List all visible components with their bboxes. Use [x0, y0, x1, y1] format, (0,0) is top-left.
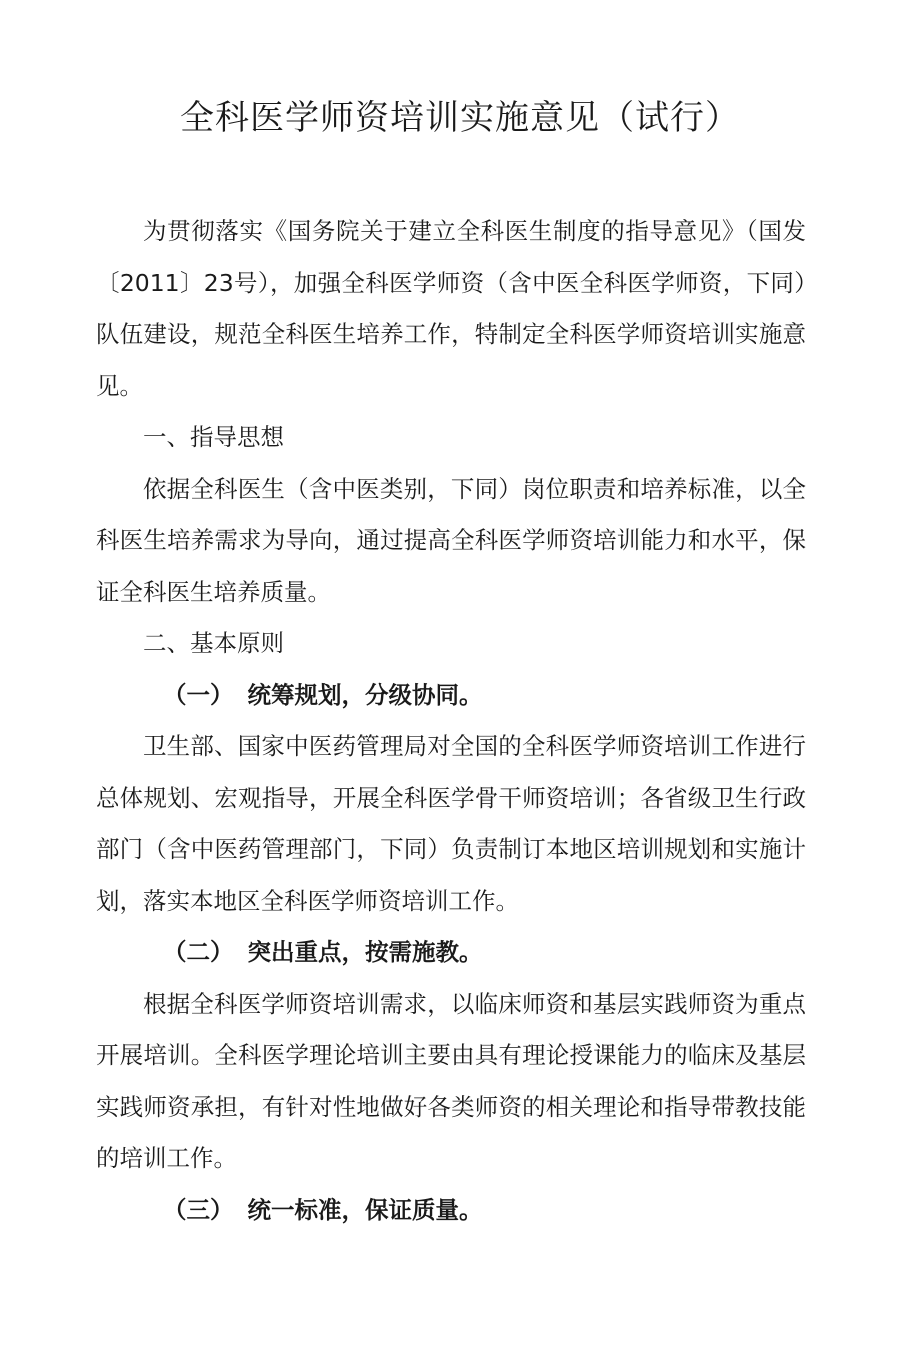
principle-paragraph-1: 卫生部、国家中医药管理局对全国的全科医学师资培训工作进行总体规划、宏观指导，开展全科医学骨干师资培训；各省级卫生行政部门（含中医药管理部门，下同）负责制订本地区培训规划和实施计划，落实本地区全科医学师资培训工作。 — [96, 732, 806, 915]
document-title: 全科医学师资培训实施意见（试行） — [180, 98, 740, 138]
document-body — [96, 206, 806, 1236]
principle-title-3: 统一标准，保证质量。 — [247, 1195, 483, 1224]
principle-paragraph-2: 根据全科医学师资培训需求，以临床师资和基层实践师资为重点开展培训。全科医学理论培训主要由具有理论授课能力的临床及基层实践师资承担，有针对性地做好各类师资的相关理论和指导带教技能的培训工作。 — [96, 989, 806, 1172]
section-heading-basic-principles: 二、基本原则 — [143, 629, 284, 657]
principle-heading-2 — [96, 927, 806, 979]
principle-number-2: （二） — [163, 938, 234, 966]
guiding-ideology-paragraph: 依据全科医生（含中医类别，下同）岗位职责和培养标准，以全科医生培养需求为导向，通过提高全科医学师资培训能力和水平，保证全科医生培养质量。 — [96, 474, 806, 606]
principle-number-1: （一） — [163, 680, 234, 709]
principle-title-2: 突出重点，按需施教。 — [247, 938, 483, 966]
principle-number-3: （三） — [163, 1195, 234, 1224]
principle-heading-1 — [96, 670, 806, 722]
section-heading-guiding-ideology: 一、指导思想 — [143, 423, 284, 451]
intro-paragraph: 为贯彻落实《国务院关于建立全科医生制度的指导意见》（国发〔2011〕23号），加强全科医学师资（含中医全科医学师资，下同）队伍建设，规范全科医生培养工作，特制定全科医学师资培训实施意见。 — [96, 217, 806, 400]
principle-heading-3 — [96, 1185, 806, 1237]
principle-title-1: 统筹规划，分级协同。 — [247, 680, 483, 709]
